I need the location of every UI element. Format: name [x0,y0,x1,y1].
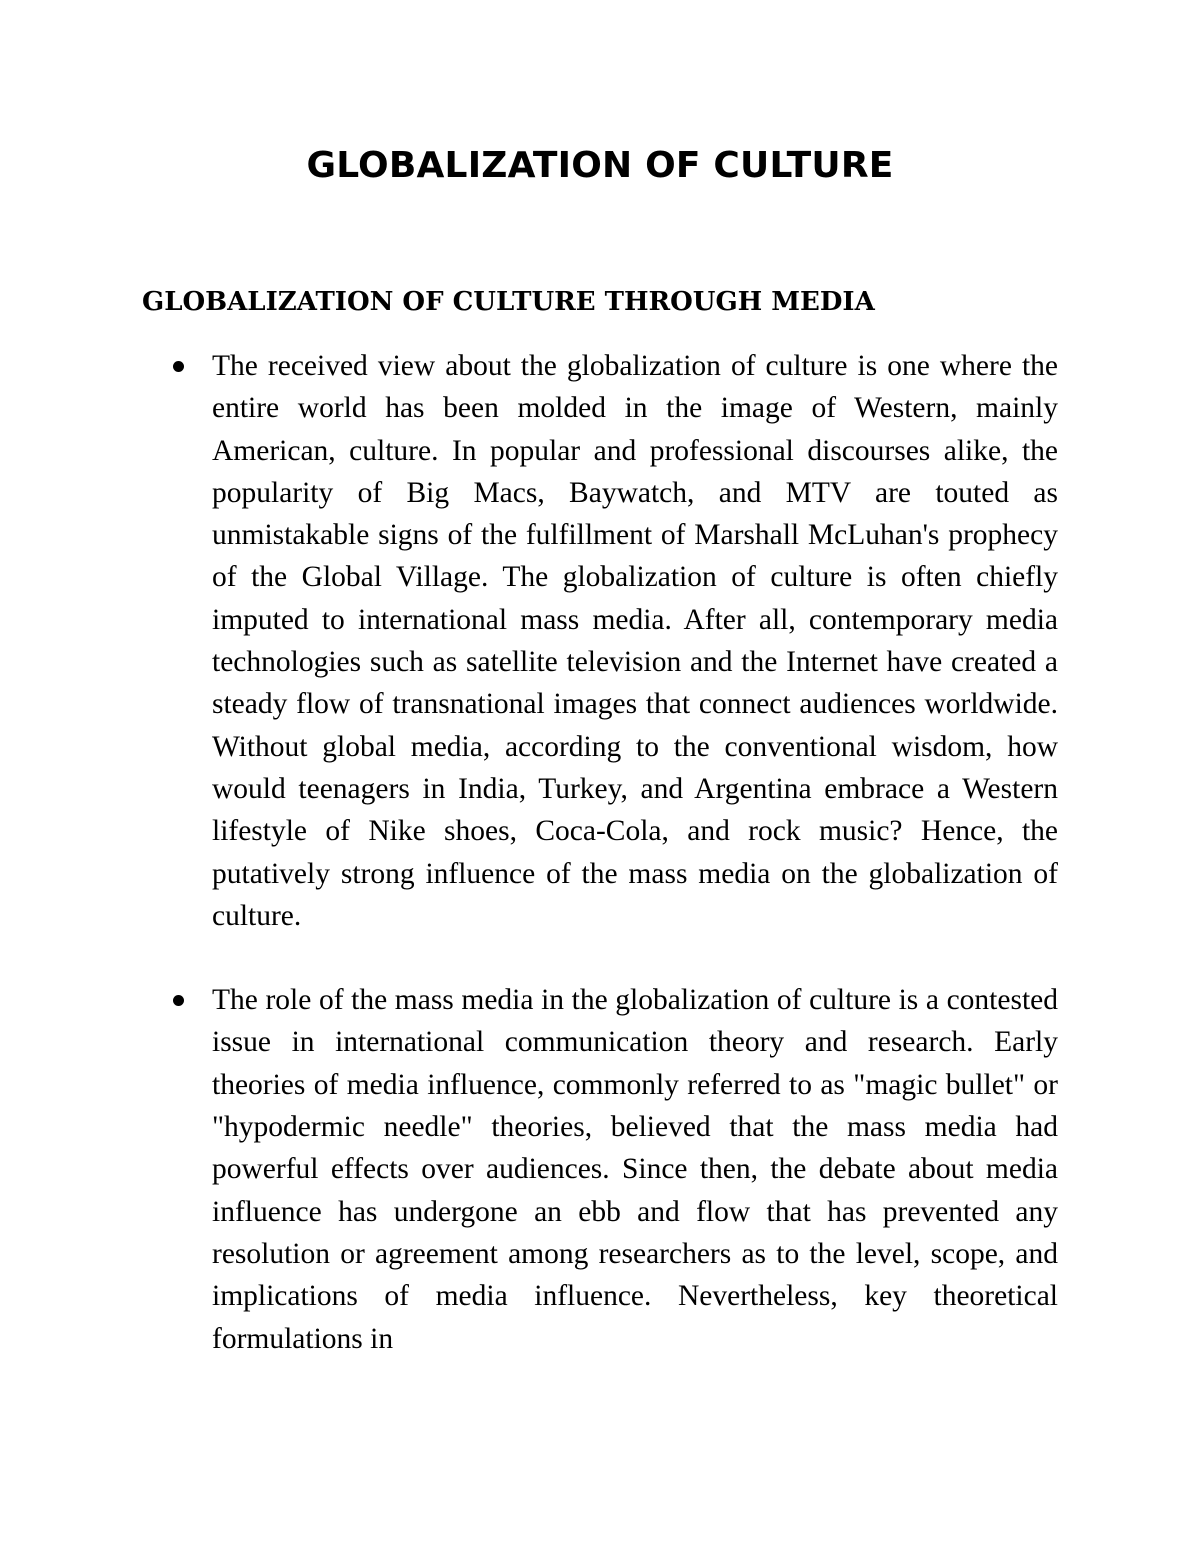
paragraph-text: The received view about the globalization of culture is one where the entire world has been molded in the image of Western, mainly American, culture. In popular and professional discourses alike, the popularity of Big Macs, Baywatch, and MTV are touted as unmistakable signs of the fulfillment of Marshall McLuhan's prophecy of the Global Village. The globalization of culture is often chiefly imputed to international mass media. After all, contemporary media technologies such as satellite television and the Internet have created a steady flow of transnational images that connect audiences worldwide. Without global media, according to the conventional wisdom, how would teenagers in India, Turkey, and Argentina embrace a Western lifestyle of Nike shoes, Coca-Cola, and rock music? Hence, the putatively strong influence of the mass media on the globalization of culture. [212,350,1058,932]
bullet-dot-icon [173,361,184,372]
bullet-dot-icon [173,995,184,1006]
bullet-list [212,345,1058,1402]
section-heading: GLOBALIZATION OF CULTURE THROUGH MEDIA [142,287,875,317]
page-title: GLOBALIZATION OF CULTURE [306,145,894,186]
list-item [212,345,1058,937]
paragraph-text: The role of the mass media in the globalization of culture is a contested issue in international communication theory and research. Early theories of media influence, commonly referred to as "magic bullet" or "hypodermic needle" theories, believed that the mass media had powerful effects over audiences. Since then, the debate about media influence has undergone an ebb and flow that has prevented any resolution or agreement among researchers as to the level, scope, and implications of media influence. Nevertheless, key theoretical formulations in [212,984,1058,1355]
list-item [212,979,1058,1360]
